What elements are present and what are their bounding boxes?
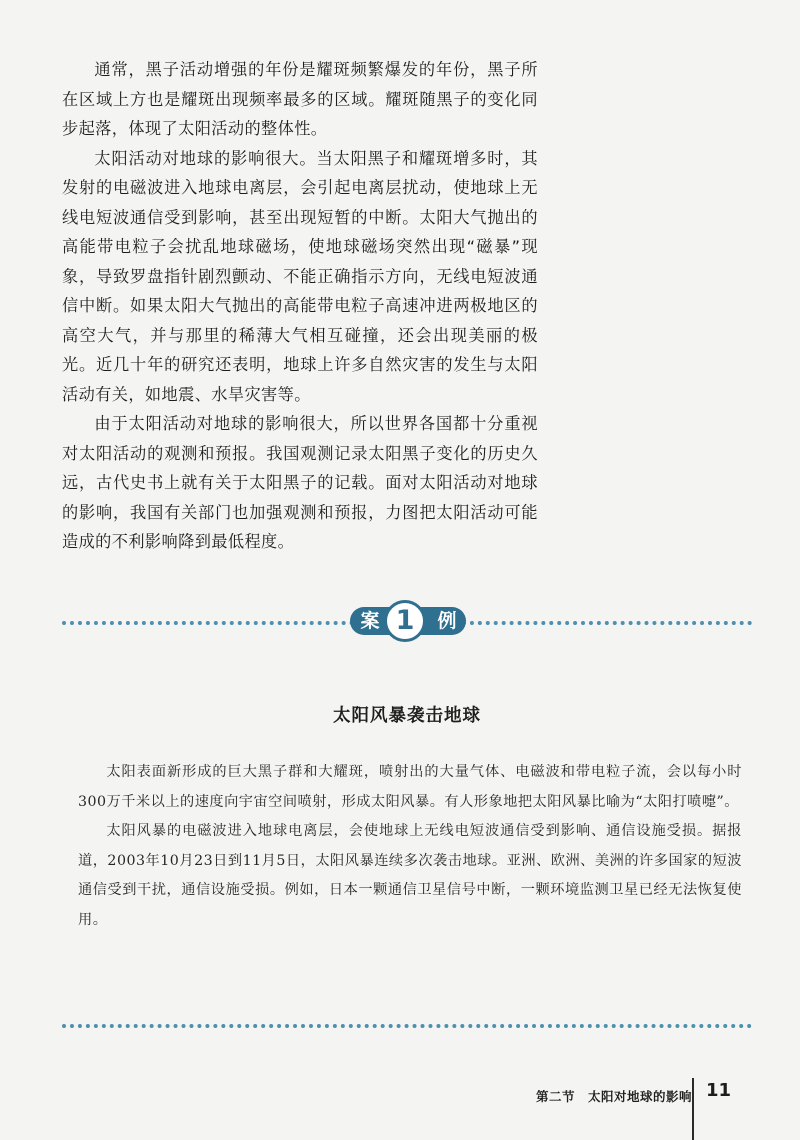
dotted-rule-bottom bbox=[62, 1024, 752, 1028]
case-label-left: 案 bbox=[350, 607, 396, 635]
body-paragraph-1: 通常，黑子活动增强的年份是耀斑频繁爆发的年份，黑子所在区域上方也是耀斑出现频率最多的区域。耀斑随黑子的变化同步起落，体现了太阳活动的整体性。 bbox=[62, 60, 538, 138]
case-number: 1 bbox=[384, 600, 426, 642]
case-paragraph-2: 太阳风暴的电磁波进入地球电离层，会使地球上无线电短波通信受到影响、通信设施受损。据报道，2003年10月23日到11月5日，太阳风暴连续多次袭击地球。亚洲、欧洲、美洲的许多国家的短波通信受到干扰，通信设施受损。例如，日本一颗通信卫星信号中断，一颗环境监测卫星已经无法恢复使用。 bbox=[78, 823, 742, 928]
body-paragraph-2: 太阳活动对地球的影响很大。当太阳黑子和耀斑增多时，其发射的电磁波进入地球电离层，会引起电离层扰动，使地球上无线电短波通信受到影响，甚至出现短暂的中断。太阳大气抛出的高能带电粒子会扰乱地球磁场，使地球磁场突然出现“磁暴”现象，导致罗盘指针剧烈颤动、不能正确指示方向，无线电短波通信中断。如果太阳大气抛出的高能带电粒子高速冲进两极地区的高空大气，并与那里的稀薄大气相互碰撞，还会出现美丽的极光。近几十年的研究还表明，地球上许多自然灾害的发生与太阳活动有关，如地震、水旱灾害等。 bbox=[62, 148, 538, 404]
page-number: 11 bbox=[706, 1080, 732, 1101]
body-paragraph-3: 由于太阳活动对地球的影响很大，所以世界各国都十分重视对太阳活动的观测和预报。我国观测记录太阳黑子变化的历史久远，古代史书上就有关于太阳黑子的记载。面对太阳活动对地球的影响，我国有关部门也加强观测和预报，力图把太阳活动可能造成的不利影响降到最低程度。 bbox=[62, 414, 538, 551]
footer-divider bbox=[692, 1078, 694, 1140]
dotted-rule-right bbox=[462, 621, 752, 625]
main-body-text bbox=[62, 55, 538, 557]
case-banner bbox=[62, 596, 752, 646]
dotted-rule-left bbox=[62, 621, 354, 625]
case-title: 太阳风暴袭击地球 bbox=[333, 706, 481, 726]
case-paragraph-1: 太阳表面新形成的巨大黑子群和大耀斑，喷射出的大量气体、电磁波和带电粒子流，会以每小时300万千米以上的速度向宇宙空间喷射，形成太阳风暴。有人形象地把太阳风暴比喻为“太阳打喷嚏”。 bbox=[78, 764, 742, 810]
case-body-text bbox=[78, 758, 742, 936]
case-badge bbox=[350, 600, 466, 642]
case-label-right: 例 bbox=[420, 607, 466, 635]
running-footer-section: 第二节 太阳对地球的影响 bbox=[535, 1089, 692, 1104]
